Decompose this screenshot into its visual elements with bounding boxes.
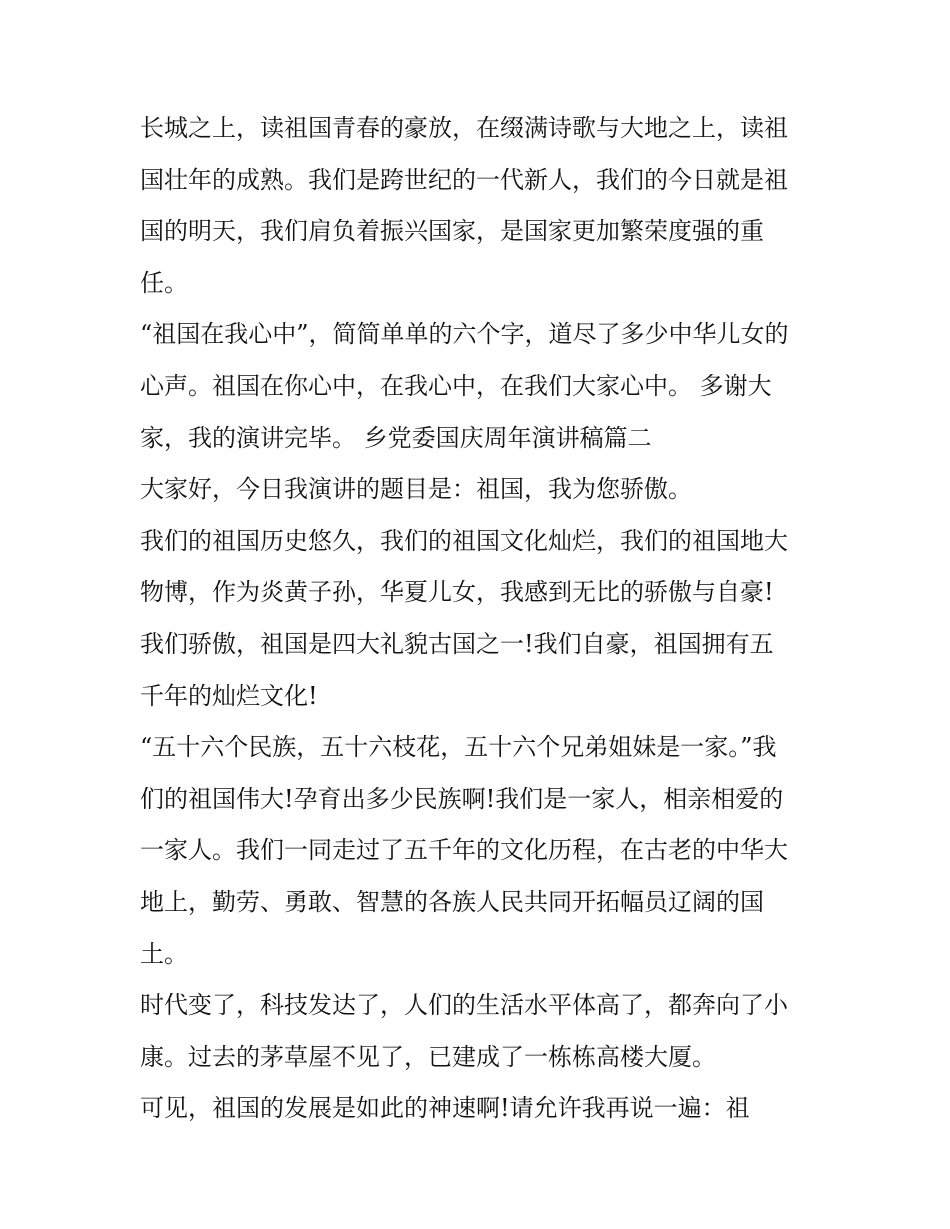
text-line: 我们的祖国历史悠久，我们的祖国文化灿烂，我们的祖国地大: [140, 526, 788, 555]
text-line: 我们骄傲，祖国是四大礼貌古国之一!我们自豪，祖国拥有五: [140, 629, 774, 658]
text-line: 土。: [140, 939, 188, 968]
text-line: 康。过去的茅草屋不见了，已建成了一栋栋高楼大厦。: [140, 1042, 716, 1071]
text-line: 心声。祖国在你心中，在我心中，在我们大家心中。 多谢大: [140, 371, 772, 400]
text-line: “祖国在我心中”，简简单单的六个字，道尽了多少中华儿女的: [140, 320, 789, 349]
text-line: 可见，祖国的发展是如此的神速啊!请允许我再说一遍：祖: [140, 1094, 750, 1123]
text-line: 家，我的演讲完毕。 乡党委国庆周年演讲稿篇二: [140, 423, 652, 452]
text-line: 地上，勤劳、勇敢、智慧的各族人民共同开拓幅员辽阔的国: [140, 887, 764, 916]
text-line: 大家好，今日我演讲的题目是：祖国，我为您骄傲。: [140, 475, 692, 504]
text-line: 国壮年的成熟。我们是跨世纪的一代新人，我们的今日就是祖: [140, 165, 788, 194]
text-line: 长城之上，读祖国青春的豪放，在缀满诗歌与大地之上，读祖: [140, 114, 788, 142]
text-line: 们的祖国伟大!孕育出多少民族啊!我们是一家人，相亲相爱的: [140, 784, 784, 813]
text-line: 时代变了，科技发达了，人们的生活水平体高了，都奔向了小: [140, 991, 788, 1020]
text-line: 一家人。我们一同走过了五千年的文化历程，在古老的中华大: [140, 836, 788, 865]
text-line: 物博，作为炎黄子孙，华夏儿女，我感到无比的骄傲与自豪!: [140, 578, 774, 607]
text-line: “五十六个民族，五十六枝花，五十六个兄弟姐妹是一家。”我: [140, 733, 777, 762]
body-text: [140, 103, 820, 1135]
text-line: 千年的灿烂文化!: [140, 681, 318, 710]
text-line: 国的明天，我们肩负着振兴国家，是国家更加繁荣度强的重: [140, 217, 764, 246]
text-line: 任。: [140, 268, 188, 297]
